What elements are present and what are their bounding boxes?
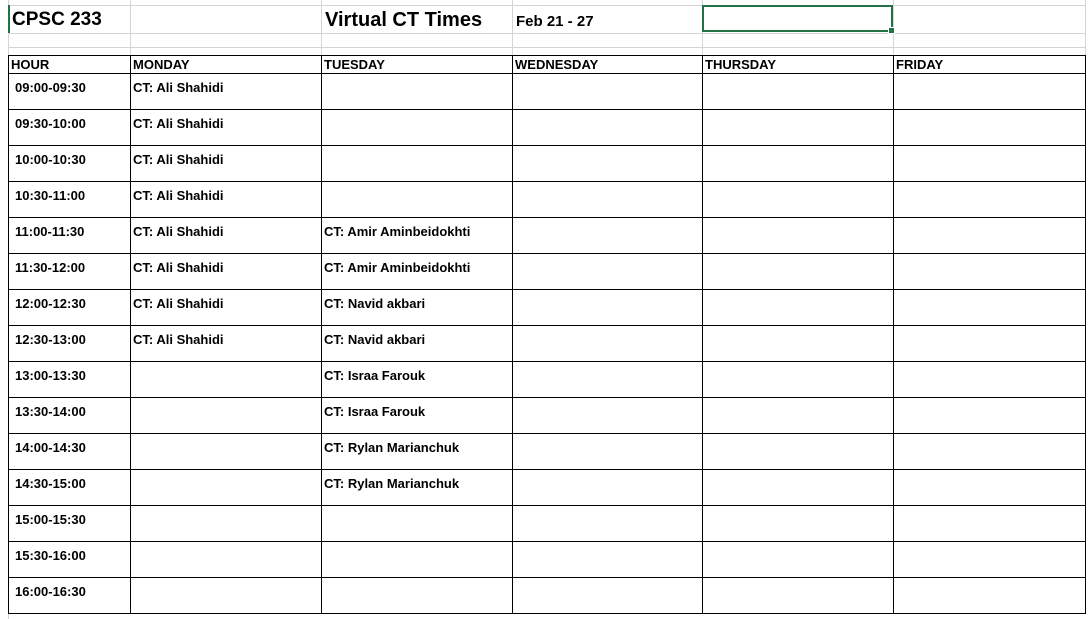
schedule-cell-thursday[interactable]	[703, 182, 894, 218]
schedule-cell-wednesday[interactable]	[513, 218, 703, 254]
schedule-cell-monday[interactable]	[131, 542, 322, 578]
schedule-cell-friday[interactable]	[894, 542, 1086, 578]
table-row	[9, 362, 1086, 398]
gridline	[321, 0, 322, 55]
schedule-cell-monday[interactable]	[131, 398, 322, 434]
schedule-cell-monday[interactable]	[131, 362, 322, 398]
schedule-cell-monday[interactable]: CT: Ali Shahidi	[131, 218, 322, 254]
table-row	[9, 182, 1086, 218]
schedule-cell-thursday[interactable]	[703, 434, 894, 470]
column-header-thursday[interactable]: THURSDAY	[703, 56, 894, 74]
schedule-cell-thursday[interactable]	[703, 398, 894, 434]
schedule-cell-tuesday[interactable]: CT: Rylan Marianchuk	[322, 470, 513, 506]
schedule-cell-monday[interactable]: CT: Ali Shahidi	[131, 146, 322, 182]
schedule-cell-thursday[interactable]	[703, 506, 894, 542]
table-row	[9, 542, 1086, 578]
time-slot-cell[interactable]: 10:30-11:00	[9, 182, 131, 218]
column-header-wednesday[interactable]: WEDNESDAY	[513, 56, 703, 74]
schedule-cell-monday[interactable]: CT: Ali Shahidi	[131, 110, 322, 146]
column-header-friday[interactable]: FRIDAY	[894, 56, 1086, 74]
schedule-cell-wednesday[interactable]	[513, 74, 703, 110]
schedule-cell-friday[interactable]	[894, 254, 1086, 290]
time-slot-cell[interactable]: 09:00-09:30	[9, 74, 131, 110]
schedule-cell-wednesday[interactable]	[513, 110, 703, 146]
schedule-cell-tuesday[interactable]	[322, 506, 513, 542]
schedule-cell-friday[interactable]	[894, 434, 1086, 470]
sheet-title-cell[interactable]: Virtual CT Times	[325, 9, 483, 31]
schedule-cell-thursday[interactable]	[703, 254, 894, 290]
schedule-cell-monday[interactable]: CT: Ali Shahidi	[131, 254, 322, 290]
schedule-cell-friday[interactable]	[894, 470, 1086, 506]
schedule-cell-tuesday[interactable]	[322, 182, 513, 218]
schedule-cell-thursday[interactable]	[703, 218, 894, 254]
gridline	[130, 0, 131, 55]
schedule-cell-monday[interactable]: CT: Ali Shahidi	[131, 74, 322, 110]
schedule-cell-tuesday[interactable]: CT: Amir Aminbeidokhti	[322, 254, 513, 290]
table-row	[9, 290, 1086, 326]
schedule-cell-wednesday[interactable]	[513, 362, 703, 398]
schedule-cell-thursday[interactable]	[703, 146, 894, 182]
schedule-cell-tuesday[interactable]: CT: Israa Farouk	[322, 362, 513, 398]
schedule-cell-wednesday[interactable]	[513, 434, 703, 470]
schedule-cell-tuesday[interactable]	[322, 542, 513, 578]
table-row	[9, 254, 1086, 290]
schedule-cell-thursday[interactable]	[703, 74, 894, 110]
schedule-cell-monday[interactable]	[131, 434, 322, 470]
schedule-cell-tuesday[interactable]: CT: Israa Farouk	[322, 398, 513, 434]
column-header-hour[interactable]: HOUR	[9, 56, 131, 74]
schedule-table	[8, 55, 1086, 614]
schedule-cell-friday[interactable]	[894, 146, 1086, 182]
gridline	[8, 47, 1086, 48]
schedule-cell-thursday[interactable]	[703, 470, 894, 506]
time-slot-cell[interactable]: 13:00-13:30	[9, 362, 131, 398]
schedule-cell-wednesday[interactable]	[513, 542, 703, 578]
schedule-cell-friday[interactable]	[894, 362, 1086, 398]
time-slot-cell[interactable]: 13:30-14:00	[9, 398, 131, 434]
table-row	[9, 110, 1086, 146]
time-slot-cell[interactable]: 15:30-16:00	[9, 542, 131, 578]
gridline	[512, 0, 513, 55]
gridline	[8, 5, 1086, 6]
schedule-cell-thursday[interactable]	[703, 578, 894, 614]
table-row	[9, 146, 1086, 182]
schedule-cell-friday[interactable]	[894, 182, 1086, 218]
table-row	[9, 434, 1086, 470]
schedule-cell-wednesday[interactable]	[513, 398, 703, 434]
time-slot-cell[interactable]: 14:30-15:00	[9, 470, 131, 506]
schedule-cell-tuesday[interactable]	[322, 74, 513, 110]
schedule-cell-thursday[interactable]	[703, 110, 894, 146]
schedule-cell-tuesday[interactable]: CT: Navid akbari	[322, 290, 513, 326]
schedule-cell-thursday[interactable]	[703, 290, 894, 326]
schedule-cell-wednesday[interactable]	[513, 470, 703, 506]
table-row	[9, 398, 1086, 434]
table-row	[9, 506, 1086, 542]
schedule-cell-wednesday[interactable]	[513, 326, 703, 362]
time-slot-cell[interactable]: 16:00-16:30	[9, 578, 131, 614]
schedule-cell-friday[interactable]	[894, 398, 1086, 434]
schedule-cell-monday[interactable]: CT: Ali Shahidi	[131, 290, 322, 326]
time-slot-cell[interactable]: 12:30-13:00	[9, 326, 131, 362]
schedule-cell-wednesday[interactable]	[513, 254, 703, 290]
schedule-cell-friday[interactable]	[894, 110, 1086, 146]
table-row	[9, 74, 1086, 110]
date-range-cell[interactable]: Feb 21 - 27	[516, 13, 594, 30]
course-code-cell[interactable]: CPSC 233	[12, 9, 102, 30]
schedule-cell-monday[interactable]	[131, 506, 322, 542]
schedule-cell-monday[interactable]: CT: Ali Shahidi	[131, 326, 322, 362]
schedule-cell-tuesday[interactable]: CT: Rylan Marianchuk	[322, 434, 513, 470]
schedule-cell-thursday[interactable]	[703, 326, 894, 362]
schedule-cell-friday[interactable]	[894, 74, 1086, 110]
schedule-cell-monday[interactable]	[131, 470, 322, 506]
schedule-cell-monday[interactable]	[131, 578, 322, 614]
schedule-cell-friday[interactable]	[894, 218, 1086, 254]
schedule-cell-thursday[interactable]	[703, 542, 894, 578]
selected-cell[interactable]	[702, 5, 893, 32]
schedule-cell-tuesday[interactable]: CT: Navid akbari	[322, 326, 513, 362]
table-row	[9, 470, 1086, 506]
schedule-cell-monday[interactable]: CT: Ali Shahidi	[131, 182, 322, 218]
schedule-cell-friday[interactable]	[894, 290, 1086, 326]
schedule-cell-wednesday[interactable]	[513, 506, 703, 542]
column-header-monday[interactable]: MONDAY	[131, 56, 322, 74]
schedule-cell-wednesday[interactable]	[513, 290, 703, 326]
table-row	[9, 218, 1086, 254]
schedule-cell-tuesday[interactable]	[322, 110, 513, 146]
active-cell-indicator	[8, 5, 10, 33]
schedule-cell-wednesday[interactable]	[513, 146, 703, 182]
schedule-cell-wednesday[interactable]	[513, 578, 703, 614]
time-slot-cell[interactable]: 15:00-15:30	[9, 506, 131, 542]
schedule-cell-tuesday[interactable]	[322, 578, 513, 614]
schedule-cell-wednesday[interactable]	[513, 182, 703, 218]
gridline	[1085, 0, 1086, 55]
gridline	[8, 33, 1086, 34]
schedule-cell-tuesday[interactable]	[322, 146, 513, 182]
time-slot-cell[interactable]: 09:30-10:00	[9, 110, 131, 146]
schedule-cell-friday[interactable]	[894, 326, 1086, 362]
time-slot-cell[interactable]: 10:00-10:30	[9, 146, 131, 182]
column-header-tuesday[interactable]: TUESDAY	[322, 56, 513, 74]
time-slot-cell[interactable]: 12:00-12:30	[9, 290, 131, 326]
schedule-cell-friday[interactable]	[894, 506, 1086, 542]
header-row	[9, 56, 1086, 74]
spreadsheet-sheet[interactable]	[8, 0, 1088, 619]
table-row	[9, 578, 1086, 614]
table-row	[9, 326, 1086, 362]
time-slot-cell[interactable]: 11:00-11:30	[9, 218, 131, 254]
schedule-cell-thursday[interactable]	[703, 362, 894, 398]
time-slot-cell[interactable]: 14:00-14:30	[9, 434, 131, 470]
fill-handle[interactable]	[888, 27, 895, 34]
schedule-cell-tuesday[interactable]: CT: Amir Aminbeidokhti	[322, 218, 513, 254]
schedule-body	[9, 74, 1086, 614]
schedule-cell-friday[interactable]	[894, 578, 1086, 614]
time-slot-cell[interactable]: 11:30-12:00	[9, 254, 131, 290]
